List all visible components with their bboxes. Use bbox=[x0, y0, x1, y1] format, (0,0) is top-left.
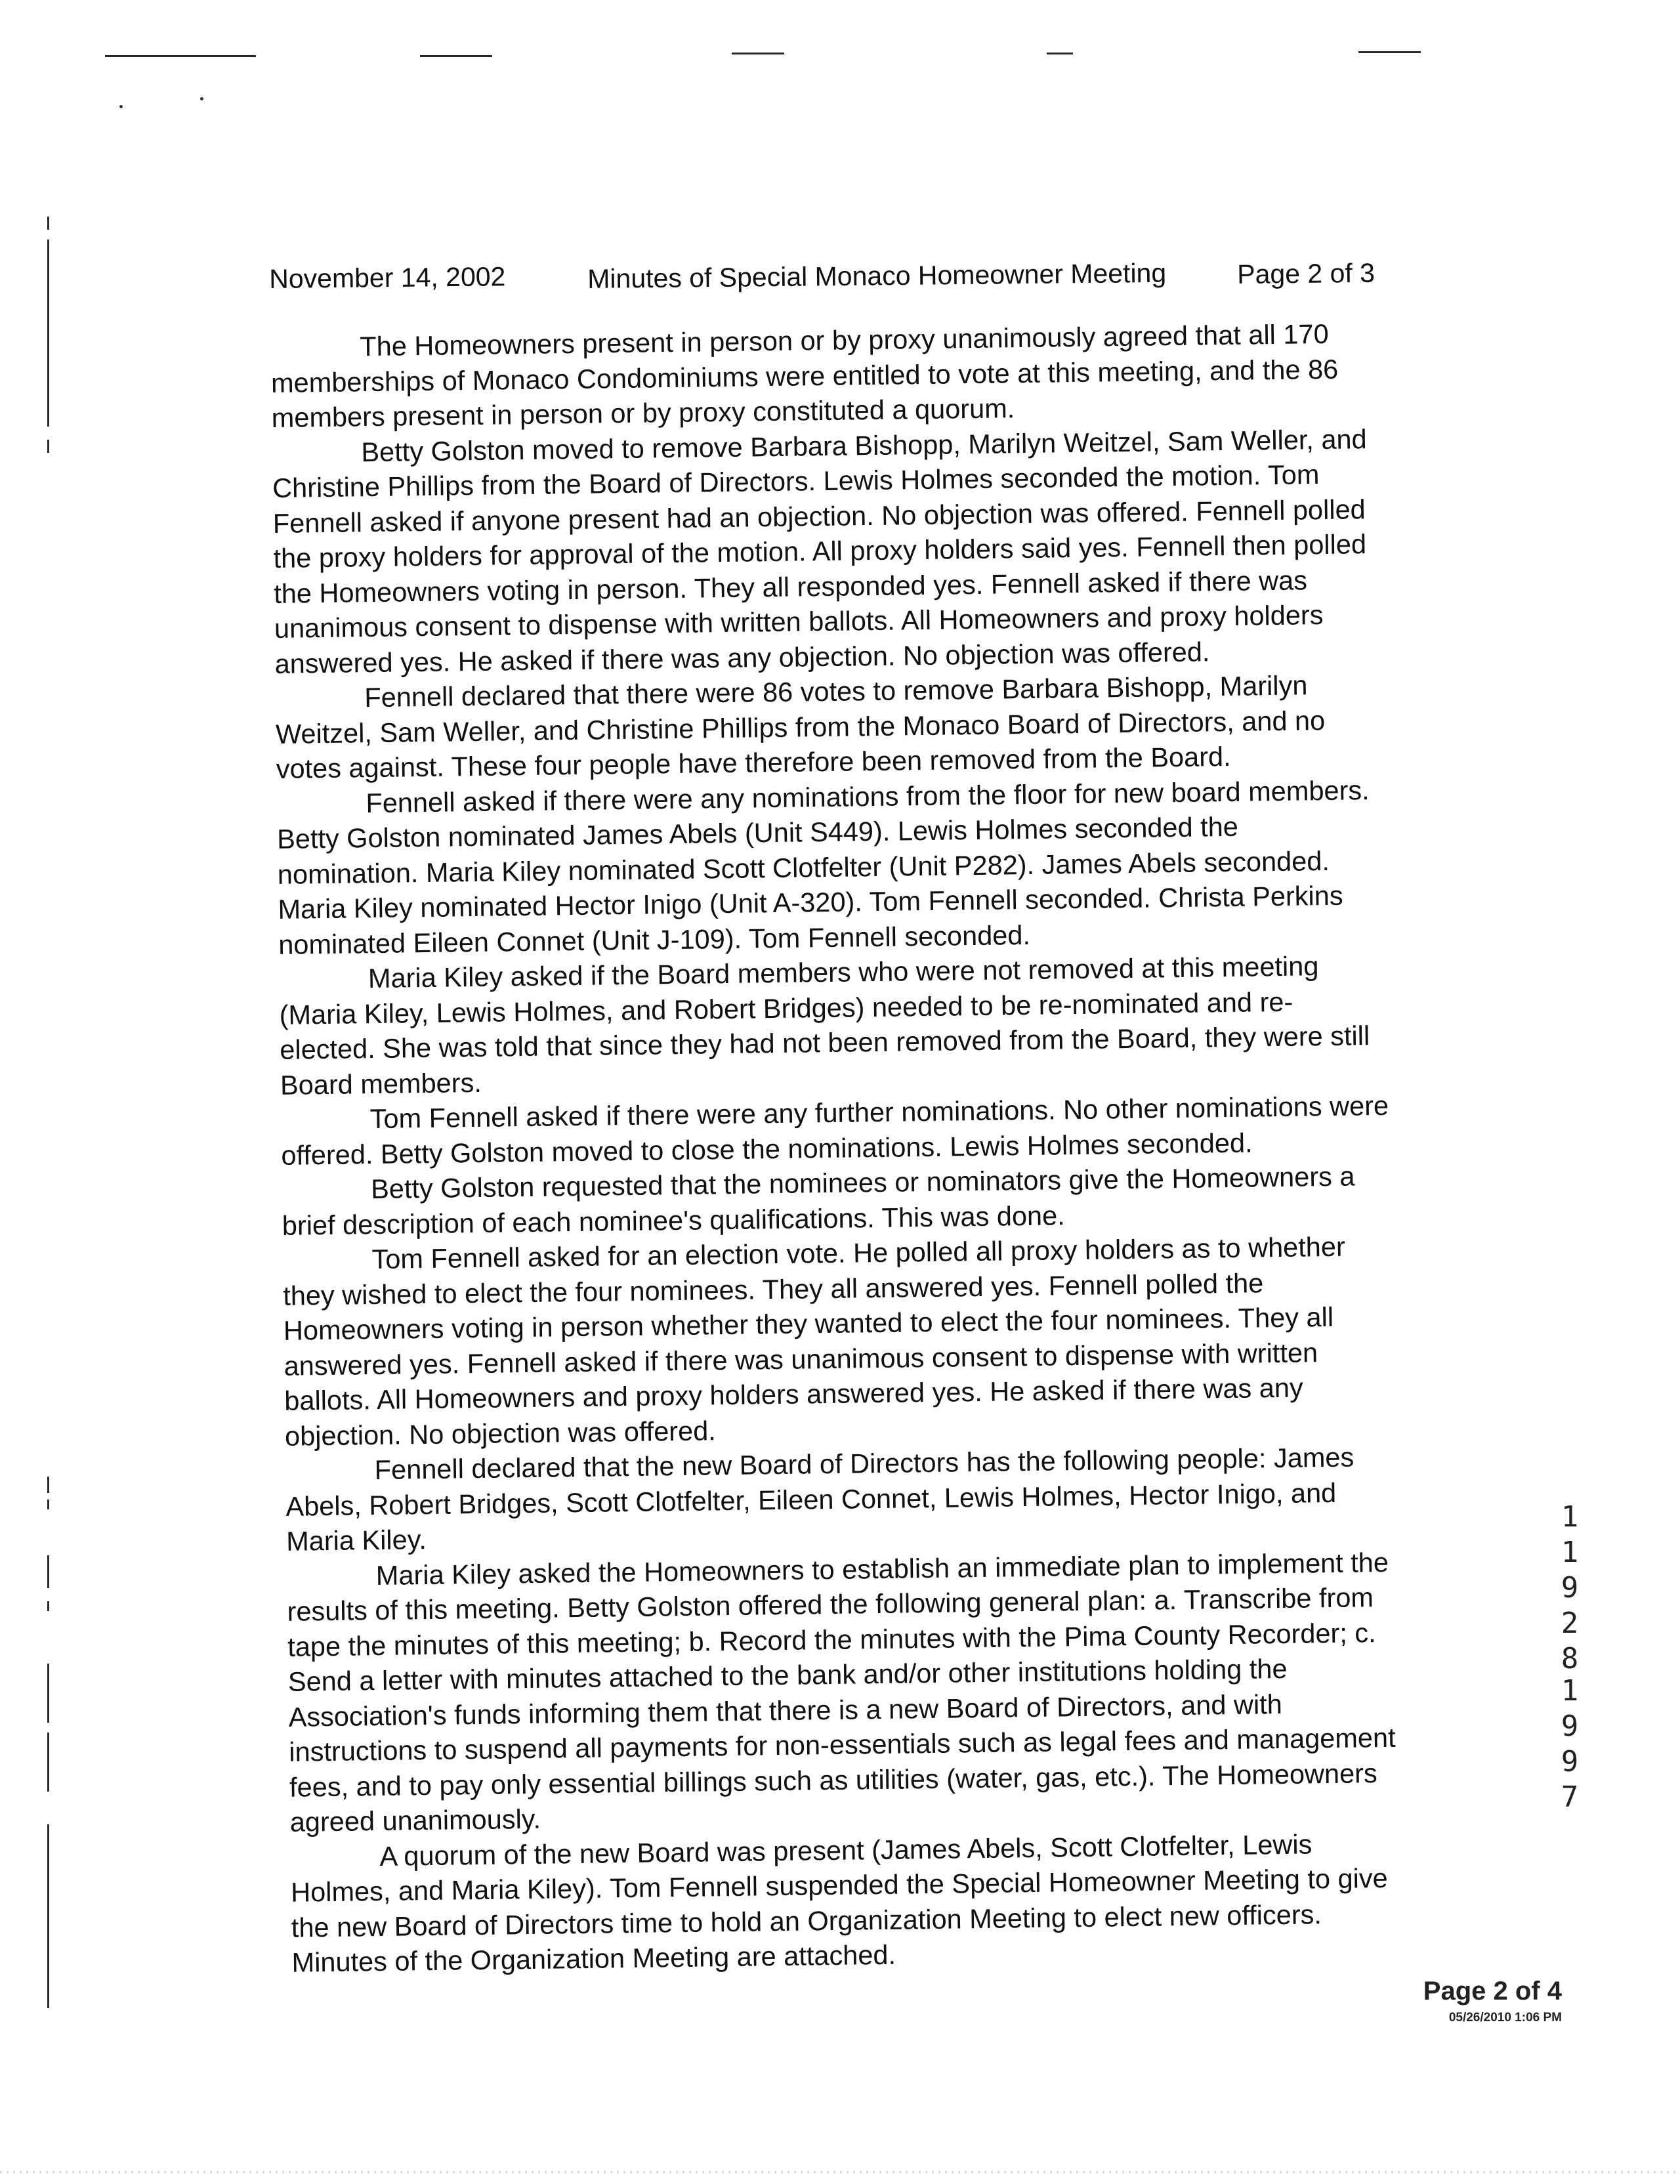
recording-stamp-number bbox=[1557, 1500, 1583, 1677]
minutes-paragraph: Tom Fennell asked if there were any further nominations. No other nominations were offered. Betty Golston moved to close the nominations. Lewis Holmes seconded. bbox=[281, 1089, 1389, 1171]
scan-margin-mark bbox=[47, 1664, 49, 1723]
minutes-paragraph: Tom Fennell asked for an election vote. He polled all proxy holders as to whether they wished to elect the four nominees. They all answered yes. Fennell polled the Homeowners voting in person whether they wanted to elect the four nominees. They all answered yes. Fennell asked if there was unanimous consent to dispense with written ballots. All Homeowners and proxy holders answered yes. He asked if there was any objection. No objection was offered. bbox=[282, 1230, 1346, 1452]
minutes-paragraph: The Homeowners present in person or by proxy unanimously agreed that all 170 memberships of Monaco Condominiums were entitled to vote at this meeting, and the 86 members present in person or by proxy constituted a quorum. bbox=[270, 318, 1339, 433]
stamp-digit: 9 bbox=[1561, 1710, 1579, 1743]
scan-margin-mark bbox=[47, 1824, 49, 2008]
scan-timestamp: 05/26/2010 1:06 PM bbox=[1448, 2011, 1562, 2025]
minutes-paragraph: Fennell declared that there were 86 votes to remove Barbara Bishopp, Marilyn Weitzel, Sam Weller, and Christine Phillips from the Monaco Board of Directors, and no votes against. These four people have therefore been removed from the Board. bbox=[275, 669, 1326, 784]
document-page-number: Page 2 of 3 bbox=[1237, 257, 1376, 289]
recording-stamp-number bbox=[1557, 1673, 1583, 1815]
scan-margin-mark bbox=[47, 1601, 49, 1611]
scan-margin-mark bbox=[47, 440, 49, 453]
minutes-paragraph: Betty Golston moved to remove Barbara Bishopp, Marilyn Weitzel, Sam Weller, and Christine Phillips from the Board of Directors. Lewis Holmes seconded the motion. Tom Fennell asked if anyone present had an objection. No objection was offered. Fennell polled the proxy holders for approval of the motion. All proxy holders said yes. Fennell then polled the Homeowners voting in person. They all responded yes. Fennell asked if there was unanimous consent to dispense with written ballots. All Homeowners and proxy holders answered yes. He asked if there was any objection. No objection was offered. bbox=[272, 423, 1367, 679]
scan-margin-mark bbox=[47, 1477, 49, 1493]
minutes-paragraph: Betty Golston requested that the nominees or nominators give the Homeowners a brief description of each nominee's qualifications. This was done. bbox=[282, 1160, 1355, 1241]
scan-line bbox=[105, 55, 256, 57]
scan-page-number: Page 2 of 4 bbox=[1423, 1977, 1562, 2006]
stamp-digit: 7 bbox=[1561, 1780, 1579, 1814]
meeting-date: November 14, 2002 bbox=[269, 261, 506, 294]
minutes-body bbox=[270, 316, 1401, 1980]
stamp-digit: 9 bbox=[1561, 1745, 1579, 1778]
scan-margin-mark bbox=[47, 217, 49, 230]
minutes-paragraph: Maria Kiley asked if the Board members who were not removed at this meeting (Maria Kiley, Lewis Holmes, and Robert Bridges) needed to be re-nominated and re-elected. She was told that since they had not been removed from the Board, they were still Board members. bbox=[279, 950, 1370, 1101]
stamp-digit: 1 bbox=[1561, 1674, 1579, 1708]
scan-margin-mark bbox=[47, 1500, 49, 1509]
scan-margin-mark bbox=[47, 1732, 49, 1792]
stamp-digit: 1 bbox=[1561, 1500, 1579, 1534]
minutes-paragraph: A quorum of the new Board was present (James Abels, Scott Clotfelter, Lewis Holmes, and Maria Kiley). Tom Fennell suspended the Special Homeowner Meeting to give the new Board of Directors time to hold an Organization Meeting to elect new officers. Minutes of the Organization Meeting are attached. bbox=[290, 1828, 1388, 1978]
scan-line bbox=[1358, 51, 1421, 53]
minutes-paragraph: Fennell declared that the new Board of Directors has the following people: James Abels, Robert Bridges, Scott Clotfelter, Eileen Connet, Lewis Holmes, Hector Inigo, and Maria Kiley. bbox=[285, 1441, 1354, 1557]
scan-line bbox=[1047, 52, 1073, 54]
minutes-paragraph: Maria Kiley asked the Homeowners to establish an immediate plan to implement the results of this meeting. Betty Golston offered the following general plan: a. Transcribe from tape the minutes of this meeting; b. Record the minutes with the Pima County Recorder; c. Send a letter with minutes attached to the bank and/or other institutions holding the Association's funds informing them that there is a new Board of Directors, and with instructions to suspend all payments for non-essentials such as legal fees and management fees, and to pay only essential billings such as utilities (water, gas, etc.). The Homeowners agreed unanimously. bbox=[287, 1546, 1396, 1838]
stamp-digit: 8 bbox=[1561, 1642, 1579, 1675]
minutes-paragraph: Fennell asked if there were any nominations from the floor for new board members. Betty Golston nominated James Abels (Unit S449). Lewis Holmes seconded the nomination. Maria Kiley nominated Scott Clotfelter (Unit P282). James Abels seconded. Maria Kiley nominated Hector Inigo (Unit A-320). Tom Fennell seconded. Christa Perkins nominated Eileen Connet (Unit J-109). Tom Fennell seconded. bbox=[276, 774, 1370, 960]
scan-speck bbox=[119, 105, 123, 108]
scan-margin-mark bbox=[47, 1555, 49, 1588]
stamp-digit: 9 bbox=[1561, 1571, 1579, 1605]
scan-bottom-noise bbox=[0, 2171, 1680, 2174]
scan-margin-mark bbox=[47, 240, 49, 427]
stamp-digit: 1 bbox=[1561, 1536, 1579, 1569]
scan-line bbox=[420, 55, 492, 57]
scan-line bbox=[732, 52, 784, 54]
stamp-digit: 2 bbox=[1561, 1606, 1579, 1640]
document-title: Minutes of Special Monaco Homeowner Meeting bbox=[587, 257, 1167, 294]
scan-speck bbox=[200, 97, 203, 100]
